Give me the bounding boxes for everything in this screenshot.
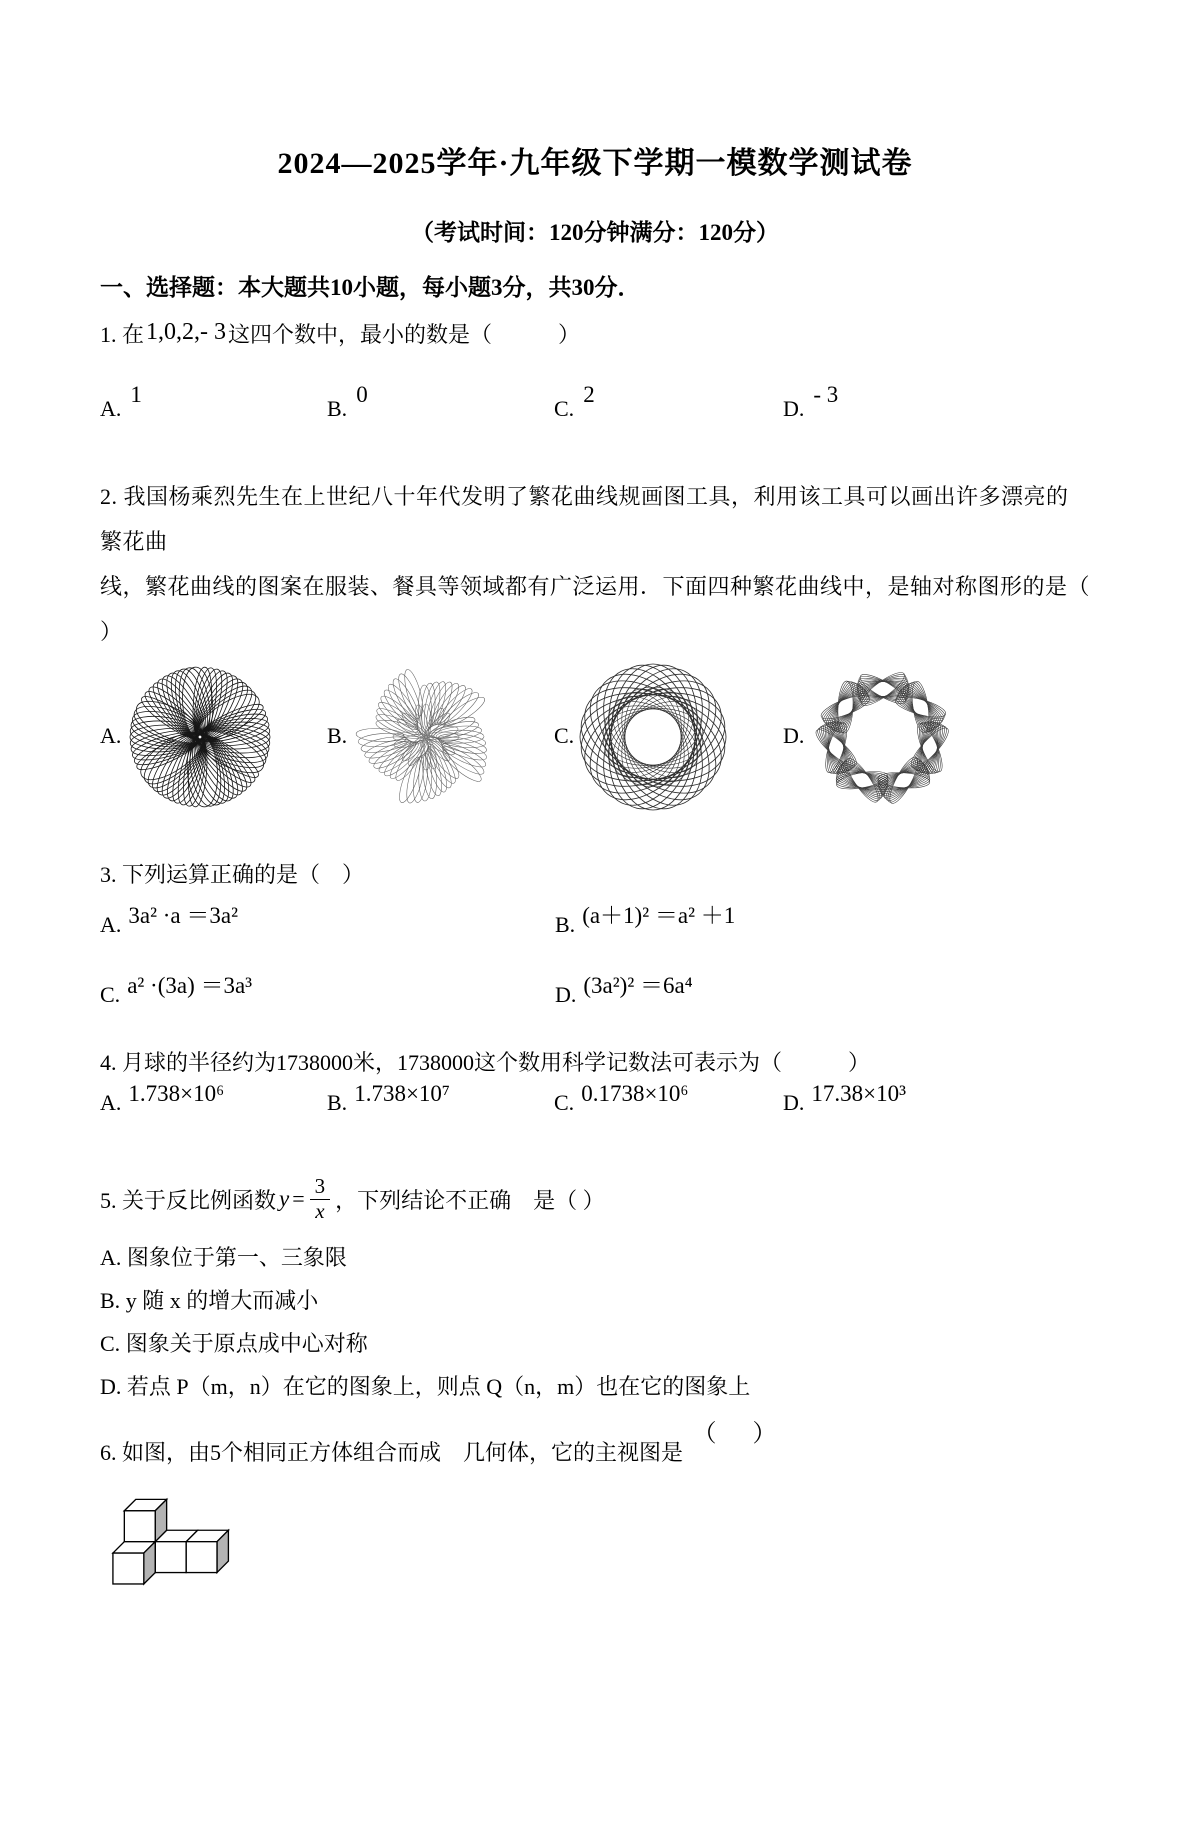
- spirograph-pinwheel-image: [351, 657, 501, 815]
- q2-line-2: 线，繁花曲线的图案在服装、餐具等领域都有广泛运用．下面四种繁花曲线中，是轴对称图形的是（: [100, 574, 1091, 599]
- question-2-figure-options: [100, 656, 1090, 816]
- q4-option-d-formula: 17.38×10³: [811, 1081, 907, 1106]
- q3-option-c-label: C.: [100, 982, 121, 1007]
- q4-option-a-label: A.: [100, 1090, 122, 1115]
- q1-number-list: 1,0,2,- 3: [146, 319, 227, 345]
- question-2-text: [100, 474, 1090, 654]
- q6-main-text: 6. 如图，由5个相同正方体组合而成 几何体，它的主视图是: [100, 1440, 684, 1465]
- q5-fraction-numerator: 3: [314, 1174, 326, 1199]
- q2-option-b-label: B.: [327, 723, 348, 748]
- five-cubes-figure: [106, 1494, 236, 1588]
- q3-option-b: [555, 903, 1090, 962]
- q5-prefix: 5. 关于反比例函数: [100, 1187, 277, 1213]
- q3-option-d-label: D.: [555, 982, 577, 1007]
- q6-answer-parentheses: （ ）: [692, 1421, 783, 1447]
- q2-option-d-label: D.: [783, 723, 805, 748]
- q5-equals-sign: =: [292, 1186, 305, 1211]
- q2-line-1: 2. 我国杨乘烈先生在上世纪八十年代发明了繁花曲线规画图工具，利用该工具可以画出许多漂亮的繁花曲: [100, 484, 1069, 554]
- q3-option-a: [100, 903, 555, 962]
- page-title: 2024—2025学年·九年级下学期一模数学测试卷: [277, 147, 913, 180]
- q1-option-c-label: C.: [554, 396, 575, 421]
- q4-option-c-formula: 0.1738×10⁶: [581, 1081, 689, 1106]
- question-6-text: [100, 1421, 1090, 1474]
- q5-option-d: [100, 1372, 1090, 1402]
- q2-line-3: ）: [100, 619, 123, 644]
- q5-fraction: [310, 1175, 331, 1222]
- question-1-text: [100, 320, 1090, 350]
- q5-option-a-label: A.: [100, 1245, 122, 1270]
- question-5-text: [100, 1168, 1090, 1230]
- q1-option-d: [783, 382, 1090, 444]
- q4-option-c-label: C.: [554, 1090, 575, 1115]
- q1-option-b-label: B.: [327, 396, 348, 421]
- q5-option-a-text: 图象位于第一、三象限: [126, 1245, 347, 1270]
- q1-option-a-label: A.: [100, 396, 122, 421]
- exam-paper-page: [0, 138, 1190, 1821]
- q1-option-d-value: - 3: [813, 382, 839, 407]
- section-one-heading: 一、选择题：本大题共10小题，每小题3分，共30分．: [100, 275, 641, 300]
- q3-option-d: [555, 973, 1090, 1032]
- q4-option-a-formula: 1.738×10⁶: [128, 1081, 225, 1106]
- q5-option-a: [100, 1243, 1090, 1273]
- q1-prefix: 1. 在: [100, 322, 145, 347]
- q1-option-a-value: 1: [130, 382, 142, 407]
- q5-option-d-label: D.: [100, 1374, 122, 1399]
- q1-option-b-value: 0: [356, 382, 368, 407]
- q2-option-a: [100, 657, 327, 815]
- q3-option-a-formula: 3a² ·a ＝3a²: [128, 903, 238, 928]
- question-3-text: 3. 下列运算正确的是（ ）: [100, 862, 365, 887]
- q2-option-d: [783, 657, 1090, 815]
- q2-option-c: [554, 657, 783, 815]
- q1-option-b: [327, 382, 554, 444]
- q2-option-b: [327, 657, 554, 815]
- q3-option-d-formula: (3a²)² ＝6a⁴: [583, 973, 693, 998]
- question-1-options: [100, 382, 1090, 444]
- q1-option-c-value: 2: [583, 382, 595, 407]
- q3-option-c: [100, 973, 555, 1032]
- q5-function-var: y: [279, 1186, 290, 1211]
- q1-option-a: [100, 382, 327, 444]
- q4-option-d-label: D.: [783, 1090, 805, 1115]
- q1-option-c: [554, 382, 783, 444]
- q5-option-b: [100, 1286, 1090, 1316]
- q5-fraction-denominator: x: [310, 1199, 331, 1223]
- q5-option-d-text: 若点 P（m，n）在它的图象上，则点 Q（n，m）也在它的图象上: [126, 1374, 751, 1399]
- q1-suffix: 这四个数中，最小的数是（ ）: [228, 322, 581, 347]
- question-4-text: 4. 月球的半径约为1738000米，1738000这个数用科学记数法可表示为（ ）: [100, 1050, 871, 1075]
- q3-option-a-label: A.: [100, 912, 122, 937]
- question-4-options: [100, 1081, 1090, 1146]
- q2-option-c-label: C.: [554, 723, 575, 748]
- q4-option-b-label: B.: [327, 1090, 348, 1115]
- q5-option-c: [100, 1329, 1090, 1359]
- q5-option-c-label: C.: [100, 1331, 121, 1356]
- q5-option-b-text: y 随 x 的增大而减小: [125, 1288, 319, 1313]
- q5-option-c-text: 图象关于原点成中心对称: [125, 1331, 368, 1356]
- q4-option-b: [327, 1081, 554, 1146]
- q3-option-b-label: B.: [555, 912, 576, 937]
- q2-option-a-label: A.: [100, 723, 122, 748]
- q4-option-c: [554, 1081, 783, 1146]
- q4-option-a: [100, 1081, 327, 1146]
- exam-time-score-subtitle: （考试时间：120分钟满分：120分）: [411, 220, 779, 245]
- q4-option-b-formula: 1.738×10⁷: [354, 1081, 450, 1106]
- q4-option-d: [783, 1081, 1090, 1146]
- spirograph-star-image: [578, 657, 728, 815]
- q1-option-d-label: D.: [783, 396, 805, 421]
- spirograph-flower-image: [125, 657, 275, 815]
- spirograph-ring-image: [808, 657, 958, 815]
- question-3-options-row1: [100, 903, 1090, 962]
- q3-option-b-formula: (a＋1)² ＝a² ＋1: [582, 903, 736, 928]
- q5-suffix: ，下列结论不正确 是（ ）: [335, 1187, 605, 1213]
- q3-option-c-formula: a² ·(3a) ＝3a³: [127, 973, 253, 998]
- q5-option-b-label: B.: [100, 1288, 121, 1313]
- question-3-options-row2: [100, 973, 1090, 1032]
